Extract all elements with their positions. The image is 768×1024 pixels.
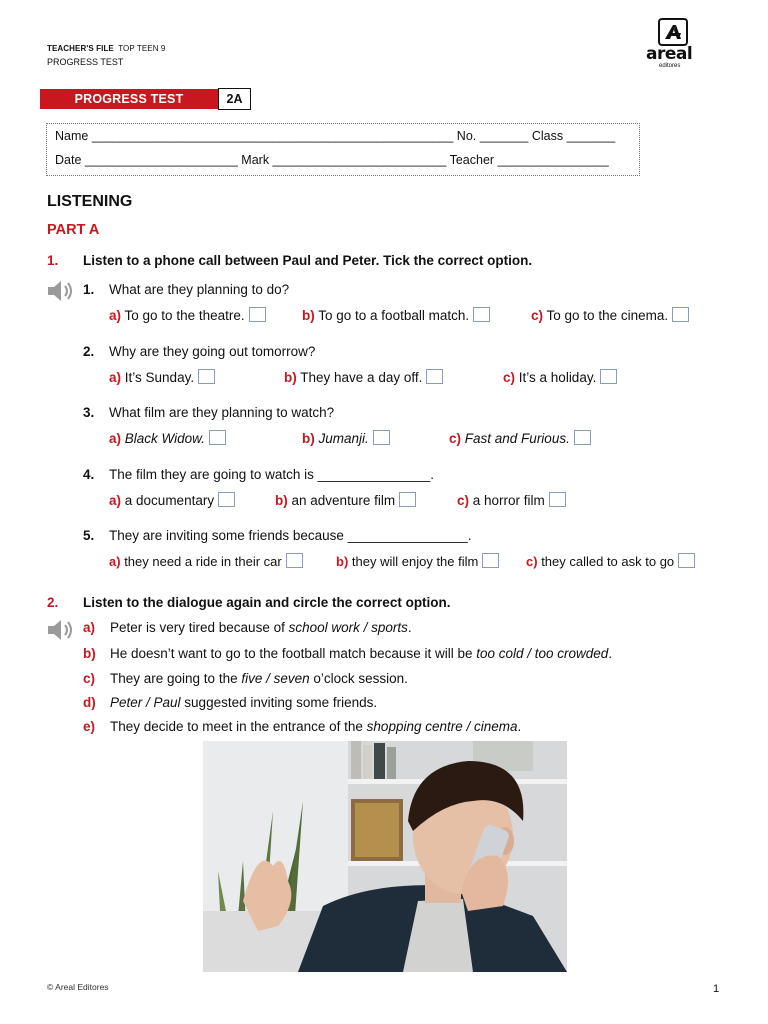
option-text: a documentary xyxy=(124,493,215,508)
exercise-2-instruction: Listen to the dialogue again and circle the correct option. xyxy=(83,595,451,610)
option-text: It’s Sunday. xyxy=(124,370,195,385)
tick-box[interactable] xyxy=(426,369,443,384)
option-text: They have a day off. xyxy=(300,370,423,385)
option-letter: a) xyxy=(109,554,121,569)
header-file-label xyxy=(47,44,165,53)
question-3-text: What film are they planning to watch? xyxy=(109,405,335,420)
header-file-text: TEACHER'S FILE xyxy=(47,44,114,53)
q3-option-a xyxy=(109,430,226,446)
q5-option-a xyxy=(109,553,303,569)
student-info-row-2: Date ______________________ Mark _________________________ Teacher ________________ xyxy=(55,153,609,167)
student-info-box xyxy=(46,123,640,176)
option-text: Black Widow. xyxy=(124,431,205,446)
option-text: To go to the cinema. xyxy=(546,308,669,323)
tick-box[interactable] xyxy=(373,430,390,445)
header-doc-type: PROGRESS TEST xyxy=(47,57,124,67)
option-text: an adventure film xyxy=(291,493,396,508)
item-choice[interactable]: school work / sports xyxy=(288,620,408,635)
exercise-1-number: 1. xyxy=(47,253,59,268)
item-choice[interactable]: five / seven xyxy=(241,671,310,686)
ex2-item-c xyxy=(83,671,408,686)
areal-logo xyxy=(644,18,704,70)
q5-option-b xyxy=(336,553,499,569)
page-number: 1 xyxy=(713,983,720,995)
option-letter: c) xyxy=(457,493,470,508)
question-1-text: What are they planning to do? xyxy=(109,282,290,297)
option-letter: b) xyxy=(336,554,349,569)
option-text: they need a ride in their car xyxy=(124,554,282,569)
q3-option-b xyxy=(302,430,390,446)
logo-subtext: editores xyxy=(659,63,681,69)
item-letter: e) xyxy=(83,719,96,734)
item-pre: Peter is very tired because of xyxy=(110,620,289,635)
option-letter: c) xyxy=(503,370,516,385)
ex2-item-e xyxy=(83,719,521,734)
photo-boy-on-phone xyxy=(203,741,567,972)
q2-option-a xyxy=(109,369,215,385)
part-title: PART A xyxy=(47,222,100,238)
exercise-2-number: 2. xyxy=(47,595,59,610)
option-text: It’s a holiday. xyxy=(518,370,597,385)
tick-box[interactable] xyxy=(678,553,695,568)
option-text: Jumanji. xyxy=(318,431,369,446)
item-post: o’clock session. xyxy=(309,671,408,686)
option-text: they will enjoy the film xyxy=(351,554,479,569)
option-text: a horror film xyxy=(472,493,545,508)
option-letter: a) xyxy=(109,493,122,508)
item-choice[interactable]: too cold / too crowded xyxy=(476,646,609,661)
section-title: LISTENING xyxy=(47,193,133,210)
question-2-number: 2. xyxy=(83,344,95,359)
tick-box[interactable] xyxy=(672,307,689,322)
tick-box[interactable] xyxy=(600,369,617,384)
student-info-row-1: Name ____________________________________________________ No. _______ Class _______ xyxy=(55,129,616,143)
item-choice[interactable]: Peter / Paul xyxy=(110,695,181,710)
ex2-item-a xyxy=(83,620,412,635)
tick-box[interactable] xyxy=(209,430,226,445)
q4-option-a xyxy=(109,492,235,508)
question-2-text: Why are they going out tomorrow? xyxy=(109,344,316,359)
item-post: suggested inviting some friends. xyxy=(180,695,378,710)
tick-box[interactable] xyxy=(218,492,235,507)
q4-option-c xyxy=(457,492,566,508)
question-5-number: 5. xyxy=(83,528,95,543)
q4-option-b xyxy=(275,492,416,508)
option-text: Fast and Furious. xyxy=(464,431,570,446)
item-letter: d) xyxy=(83,695,96,710)
option-text: they called to ask to go xyxy=(541,554,675,569)
exercise-1-instruction: Listen to a phone call between Paul and Peter. Tick the correct option. xyxy=(83,253,533,268)
ex2-item-d xyxy=(83,695,377,710)
ex2-item-b xyxy=(83,646,612,661)
option-letter: c) xyxy=(449,431,462,446)
tick-box[interactable] xyxy=(473,307,490,322)
tick-box[interactable] xyxy=(286,553,303,568)
q2-option-b xyxy=(284,369,443,385)
option-text: To go to the theatre. xyxy=(124,308,245,323)
item-post: . xyxy=(608,646,613,661)
logo-mark xyxy=(658,18,688,46)
option-letter: a) xyxy=(109,431,122,446)
audio-icon[interactable] xyxy=(46,618,76,647)
progress-test-banner: PROGRESS TEST xyxy=(40,89,218,109)
logo-text: areal xyxy=(646,44,693,64)
option-letter: c) xyxy=(526,554,538,569)
item-post: . xyxy=(407,620,412,635)
item-pre: They decide to meet in the entrance of the xyxy=(110,719,367,734)
option-text: To go to a football match. xyxy=(318,308,470,323)
option-letter: a) xyxy=(109,308,122,323)
q5-option-c xyxy=(526,553,695,569)
q1-option-b xyxy=(302,307,490,323)
audio-icon[interactable] xyxy=(46,279,76,308)
option-letter: b) xyxy=(284,370,297,385)
tick-box[interactable] xyxy=(399,492,416,507)
question-1-number: 1. xyxy=(83,282,95,297)
option-letter: b) xyxy=(275,493,288,508)
q2-option-c xyxy=(503,369,617,385)
item-choice[interactable]: shopping centre / cinema xyxy=(366,719,518,734)
option-letter: a) xyxy=(109,370,122,385)
item-letter: a) xyxy=(83,620,96,635)
question-5-text: They are inviting some friends because ________________. xyxy=(109,528,472,543)
option-letter: b) xyxy=(302,431,315,446)
item-pre: He doesn’t want to go to the football match because it will be xyxy=(110,646,477,661)
tick-box[interactable] xyxy=(482,553,499,568)
test-code: 2A xyxy=(218,88,251,110)
tick-box[interactable] xyxy=(574,430,591,445)
item-letter: b) xyxy=(83,646,96,661)
q3-option-c xyxy=(449,430,591,446)
question-4-text: The film they are going to watch is _______________. xyxy=(109,467,434,482)
tick-box[interactable] xyxy=(249,307,266,322)
q1-option-c xyxy=(531,307,689,323)
item-post: . xyxy=(517,719,522,734)
tick-box[interactable] xyxy=(198,369,215,384)
option-letter: c) xyxy=(531,308,544,323)
footer-copyright: © Areal Editores xyxy=(47,982,109,992)
item-pre: They are going to the xyxy=(110,671,242,686)
header-series: TOP TEEN 9 xyxy=(118,44,166,53)
question-3-number: 3. xyxy=(83,405,95,420)
item-letter: c) xyxy=(83,671,96,686)
question-4-number: 4. xyxy=(83,467,95,482)
tick-box[interactable] xyxy=(549,492,566,507)
option-letter: b) xyxy=(302,308,315,323)
q1-option-a xyxy=(109,307,266,323)
